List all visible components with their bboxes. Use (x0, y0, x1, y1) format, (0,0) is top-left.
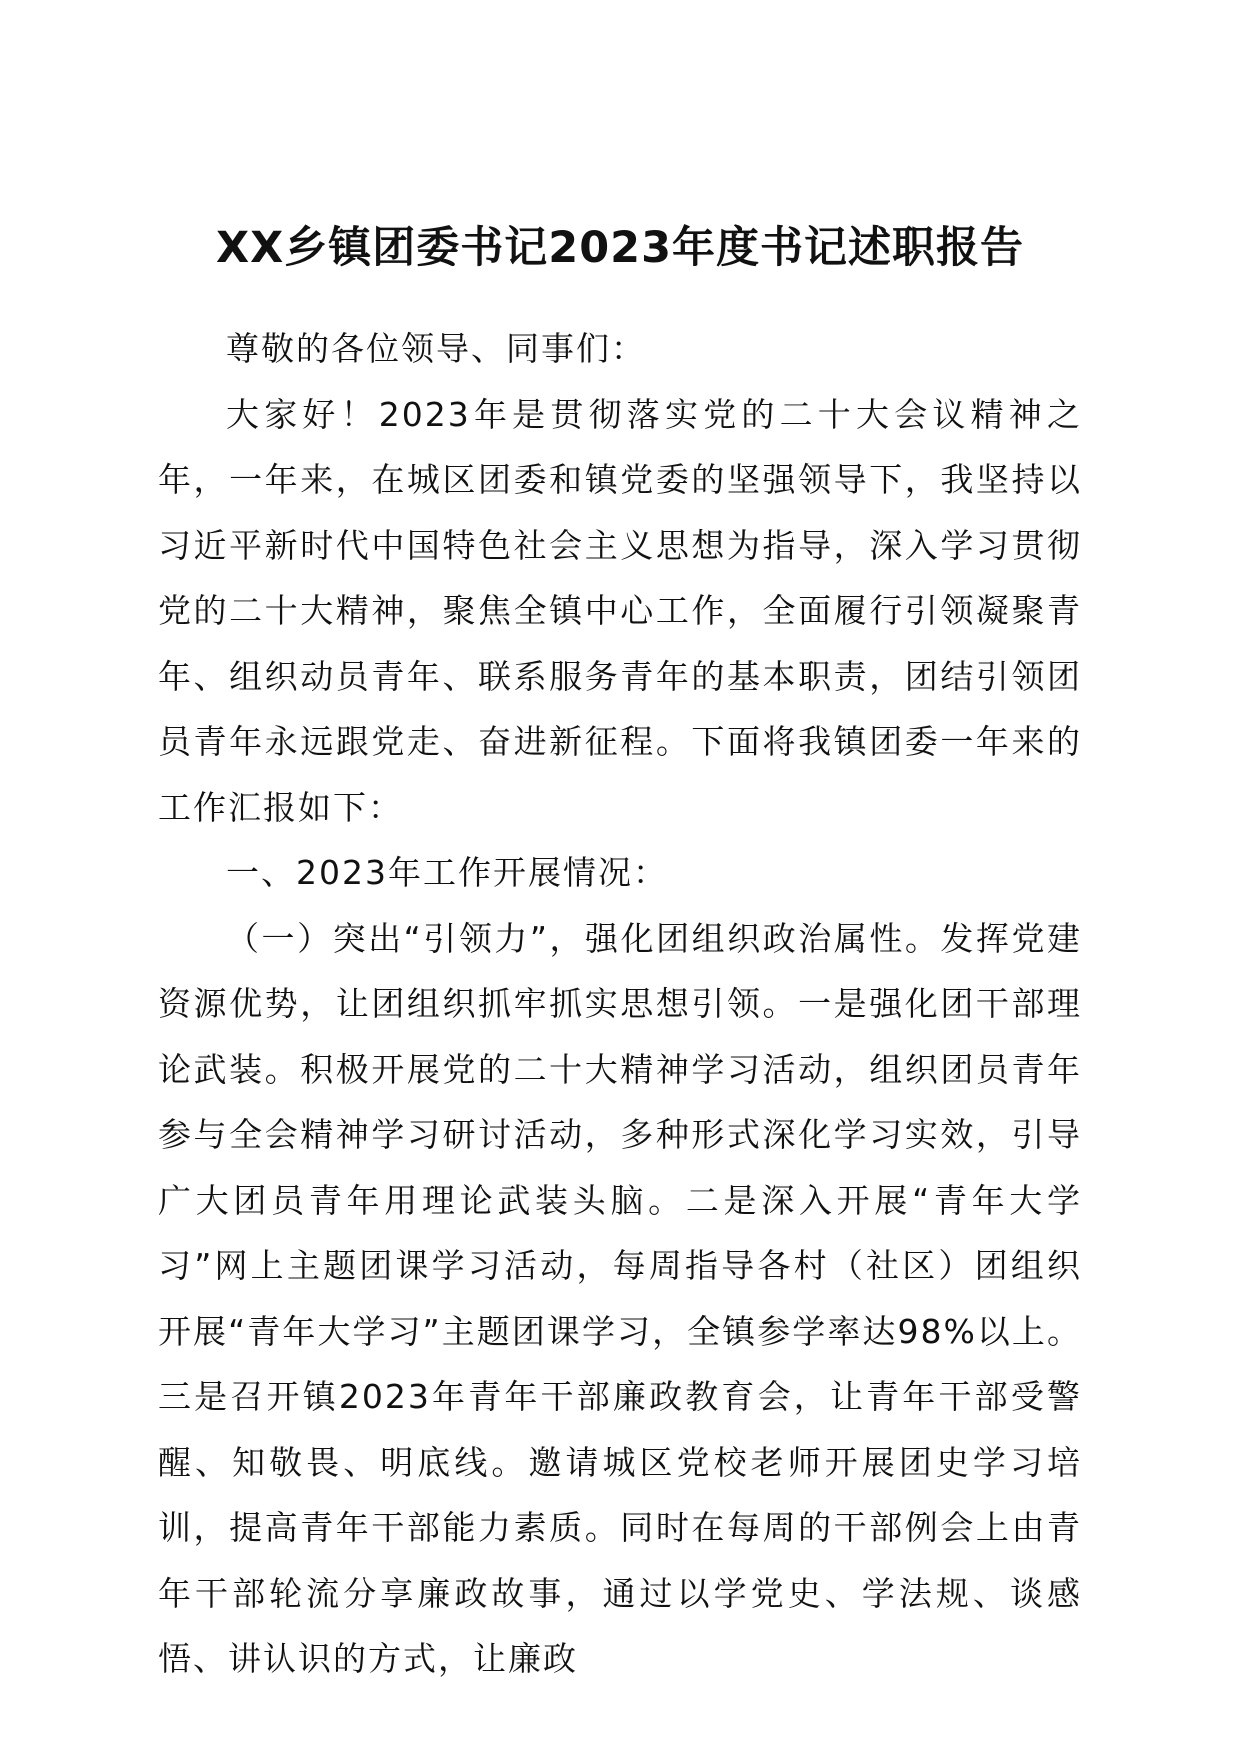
section-heading: 一、2023年工作开展情况： (226, 853, 668, 892)
document-title: XX乡镇团委书记2023年度书记述职报告 (216, 223, 1024, 273)
document-body (158, 316, 1082, 1692)
paragraph-subsection-1: （一）突出“引领力”，强化团组织政治属性。发挥党建资源优势，让团组织抓牢抓实思想引领。一是强化团干部理论武装。积极开展党的二十大精神学习活动，组织团员青年参与全会精神学习研讨活动，多种形式深化学习实效，引导广大团员青年用理论武装头脑。二是深入开展“青年大学习”网上主题团课学习活动，每周指导各村（社区）团组织开展“青年大学习”主题团课学习，全镇参学率达98%以上。三是召开镇2023年青年干部廉政教育会，让青年干部受警醒、知敬畏、明底线。邀请城区党校老师开展团史学习培训，提高青年干部能力素质。同时在每周的干部例会上由青年干部轮流分享廉政故事，通过以学党史、学法规、谈感悟、讲认识的方式，让廉政 (158, 918, 1082, 1678)
salutation: 尊敬的各位领导、同事们： (226, 329, 646, 368)
paragraph-intro: 大家好！2023年是贯彻落实党的二十大会议精神之年，一年来，在城区团委和镇党委的坚强领导下，我坚持以习近平新时代中国特色社会主义思想为指导，深入学习贯彻党的二十大精神，聚焦全镇中心工作，全面履行引领凝聚青年、组织动员青年、联系服务青年的基本职责，团结引领团员青年永远跟党走、奋进新征程。下面将我镇团委一年来的工作汇报如下： (158, 394, 1082, 827)
